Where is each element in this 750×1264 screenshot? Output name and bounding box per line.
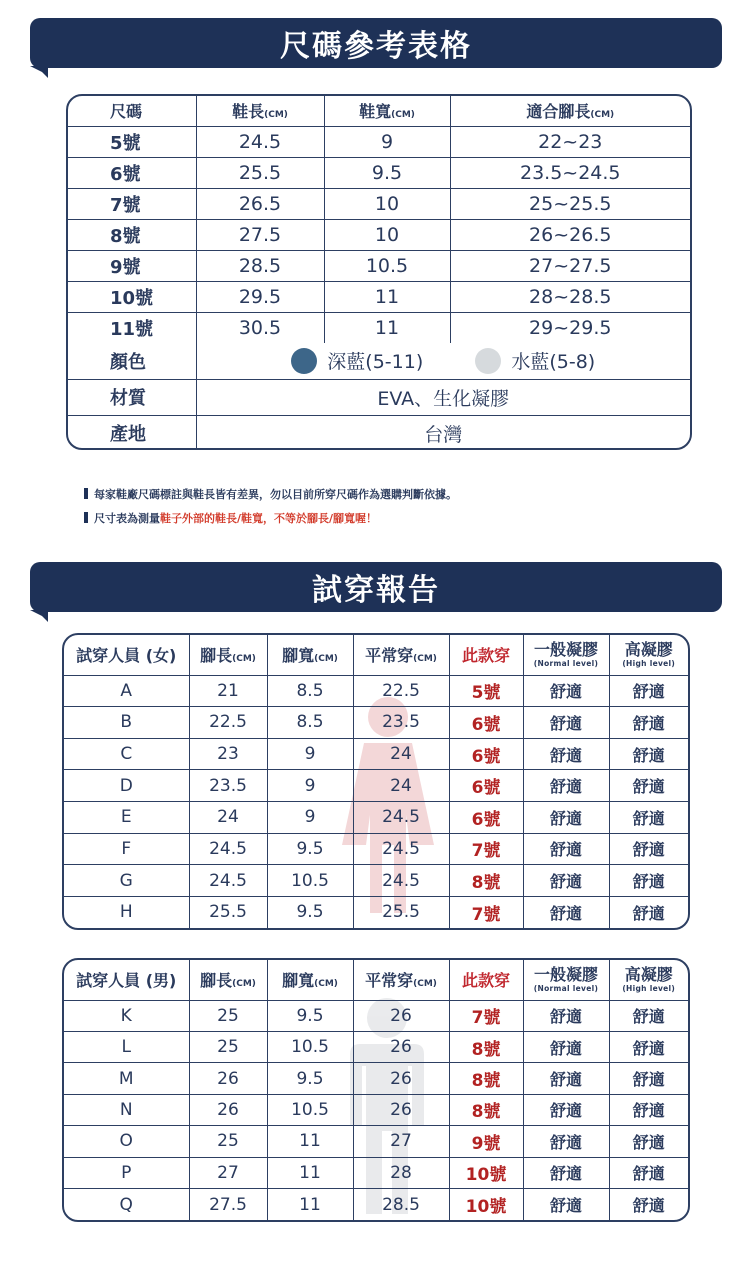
shoe-length-cell: 26.5 [196,188,324,219]
foot-length-cell: 25 [189,1000,267,1031]
high-gel-cell: 舒適 [609,1157,688,1188]
shoe-length-cell: 30.5 [196,312,324,343]
foot-width-cell: 11 [267,1189,353,1220]
material-row [68,379,690,415]
foot-width-cell: 9 [267,738,353,770]
note-line-1: 每家鞋廠尺碼標註與鞋長皆有差異，勿以目前所穿尺碼作為選購判斷依據。 [84,486,457,502]
tester-name: G [64,865,189,897]
this-model-size-cell: 5號 [449,675,523,707]
tester-name: M [64,1063,189,1094]
tester-row [64,738,688,770]
light-blue-swatch [475,348,501,374]
shoe-width-cell: 11 [324,312,450,343]
origin-value: 台灣 [196,415,690,450]
foot-length-cell: 24.5 [189,865,267,897]
normal-gel-cell: 舒適 [523,1157,609,1188]
tester-row [64,1063,688,1094]
foot-width-cell: 9.5 [267,1000,353,1031]
shoe-width-cell: 9.5 [324,157,450,188]
tester-row [64,1094,688,1125]
header-this-model: 此款穿 [449,635,523,675]
normal-gel-cell: 舒適 [523,1094,609,1125]
size-row [68,188,690,219]
tester-row [64,770,688,802]
foot-width-cell: 9.5 [267,833,353,865]
this-model-size-cell: 8號 [449,1063,523,1094]
color-row [68,343,690,379]
high-gel-cell: 舒適 [609,1094,688,1125]
header-foot-length: 腳長(CM) [189,960,267,1000]
usual-size-cell: 27 [353,1126,449,1157]
foot-length-cell: 27~27.5 [450,250,690,281]
foot-width-cell: 10.5 [267,865,353,897]
foot-length-cell: 23 [189,738,267,770]
high-gel-cell: 舒適 [609,738,688,770]
foot-width-cell: 11 [267,1157,353,1188]
foot-width-cell: 8.5 [267,675,353,707]
size-cell: 9號 [68,250,196,281]
foot-length-cell: 29~29.5 [450,312,690,343]
usual-size-cell: 26 [353,1031,449,1062]
normal-gel-cell: 舒適 [523,1063,609,1094]
tester-row [64,707,688,739]
tester-row [64,1031,688,1062]
normal-gel-cell: 舒適 [523,738,609,770]
high-gel-cell: 舒適 [609,1031,688,1062]
foot-length-cell: 25 [189,1126,267,1157]
normal-gel-cell: 舒適 [523,675,609,707]
foot-width-cell: 9 [267,770,353,802]
header-high-gel: 高凝膠 (High level) [609,635,688,675]
shoe-width-cell: 11 [324,281,450,312]
foot-length-cell: 26 [189,1094,267,1125]
tester-name: B [64,707,189,739]
foot-length-cell: 27 [189,1157,267,1188]
foot-length-cell: 22.5 [189,707,267,739]
foot-length-cell: 28~28.5 [450,281,690,312]
high-gel-cell: 舒適 [609,1000,688,1031]
usual-size-cell: 28.5 [353,1189,449,1220]
shoe-length-cell: 29.5 [196,281,324,312]
shoe-width-cell: 10 [324,219,450,250]
foot-length-cell: 26~26.5 [450,219,690,250]
this-model-size-cell: 6號 [449,707,523,739]
header-shoe-width: 鞋寬(CM) [324,96,450,126]
tester-row [64,865,688,897]
this-model-size-cell: 10號 [449,1157,523,1188]
tester-name: O [64,1126,189,1157]
header-foot-width: 腳寬(CM) [267,960,353,1000]
foot-width-cell: 10.5 [267,1031,353,1062]
normal-gel-cell: 舒適 [523,896,609,928]
note-bullet [84,488,88,499]
this-model-size-cell: 6號 [449,770,523,802]
usual-size-cell: 24 [353,770,449,802]
high-gel-cell: 舒適 [609,833,688,865]
foot-length-cell: 24.5 [189,833,267,865]
high-gel-cell: 舒適 [609,1189,688,1220]
this-model-size-cell: 8號 [449,865,523,897]
foot-width-cell: 11 [267,1126,353,1157]
tester-row [64,1157,688,1188]
size-row [68,312,690,343]
trial-section-title: 試穿報告 [312,573,440,608]
normal-gel-cell: 舒適 [523,1126,609,1157]
high-gel-cell: 舒適 [609,675,688,707]
foot-length-cell: 21 [189,675,267,707]
tester-row [64,802,688,834]
shoe-length-cell: 28.5 [196,250,324,281]
size-table-header [68,96,690,126]
size-table [66,94,692,450]
foot-width-cell: 9.5 [267,896,353,928]
this-model-size-cell: 6號 [449,802,523,834]
size-cell: 11號 [68,312,196,343]
origin-label: 產地 [68,415,196,450]
tester-name: A [64,675,189,707]
foot-length-cell: 25 [189,1031,267,1062]
header-usual-size: 平常穿(CM) [353,960,449,1000]
foot-length-cell: 26 [189,1063,267,1094]
size-cell: 10號 [68,281,196,312]
foot-length-cell: 24 [189,802,267,834]
size-cell: 8號 [68,219,196,250]
tester-row [64,1126,688,1157]
high-gel-cell: 舒適 [609,770,688,802]
high-gel-cell: 舒適 [609,1126,688,1157]
tester-name: D [64,770,189,802]
foot-length-cell: 23.5~24.5 [450,157,690,188]
trial-section-banner [30,562,722,612]
foot-length-cell: 23.5 [189,770,267,802]
normal-gel-cell: 舒適 [523,865,609,897]
normal-gel-cell: 舒適 [523,1000,609,1031]
male-table-header [64,960,688,1000]
shoe-length-cell: 25.5 [196,157,324,188]
normal-gel-cell: 舒適 [523,802,609,834]
shoe-width-cell: 10.5 [324,250,450,281]
usual-size-cell: 28 [353,1157,449,1188]
size-section-banner [30,18,722,68]
header-shoe-length: 鞋長(CM) [196,96,324,126]
tester-name: E [64,802,189,834]
tester-name: C [64,738,189,770]
tester-name: K [64,1000,189,1031]
this-model-size-cell: 7號 [449,833,523,865]
banner-tail [30,610,48,622]
this-model-size-cell: 8號 [449,1094,523,1125]
header-high-gel: 高凝膠 (High level) [609,960,688,1000]
usual-size-cell: 24.5 [353,865,449,897]
size-cell: 6號 [68,157,196,188]
dark-blue-swatch [291,348,317,374]
shoe-length-cell: 24.5 [196,126,324,157]
header-foot-length: 適合腳長(CM) [450,96,690,126]
foot-length-cell: 27.5 [189,1189,267,1220]
normal-gel-cell: 舒適 [523,707,609,739]
color-options [196,343,690,379]
header-foot-length: 腳長(CM) [189,635,267,675]
usual-size-cell: 26 [353,1094,449,1125]
note-line-2: 尺寸表為測量鞋子外部的鞋長/鞋寬，不等於腳長/腳寬喔！ [84,510,377,526]
tester-name: H [64,896,189,928]
high-gel-cell: 舒適 [609,1063,688,1094]
foot-width-cell: 8.5 [267,707,353,739]
this-model-size-cell: 6號 [449,738,523,770]
note-bullet [84,512,88,523]
tester-name: L [64,1031,189,1062]
header-normal-gel: 一般凝膠 (Normal level) [523,960,609,1000]
material-label: 材質 [68,379,196,415]
size-row [68,126,690,157]
normal-gel-cell: 舒適 [523,1189,609,1220]
foot-length-cell: 25.5 [189,896,267,928]
high-gel-cell: 舒適 [609,707,688,739]
size-row [68,281,690,312]
shoe-width-cell: 9 [324,126,450,157]
shoe-width-cell: 10 [324,188,450,219]
high-gel-cell: 舒適 [609,896,688,928]
tester-name: F [64,833,189,865]
size-row [68,157,690,188]
this-model-size-cell: 8號 [449,1031,523,1062]
header-normal-gel: 一般凝膠 (Normal level) [523,635,609,675]
this-model-size-cell: 9號 [449,1126,523,1157]
origin-row [68,415,690,450]
foot-length-cell: 25~25.5 [450,188,690,219]
usual-size-cell: 22.5 [353,675,449,707]
normal-gel-cell: 舒適 [523,1031,609,1062]
foot-width-cell: 10.5 [267,1094,353,1125]
size-row [68,250,690,281]
material-value: EVA、生化凝膠 [196,379,690,415]
tester-row [64,896,688,928]
header-foot-width: 腳寬(CM) [267,635,353,675]
female-trial-table [62,633,690,930]
usual-size-cell: 26 [353,1063,449,1094]
header-this-model: 此款穿 [449,960,523,1000]
size-row [68,219,690,250]
color-label: 顏色 [68,343,196,379]
shoe-length-cell: 27.5 [196,219,324,250]
tester-row [64,675,688,707]
size-cell: 5號 [68,126,196,157]
header-female-tester: 試穿人員 (女) [64,635,189,675]
size-section-title: 尺碼參考表格 [280,29,472,64]
usual-size-cell: 25.5 [353,896,449,928]
header-male-tester: 試穿人員 (男) [64,960,189,1000]
foot-width-cell: 9.5 [267,1063,353,1094]
normal-gel-cell: 舒適 [523,770,609,802]
normal-gel-cell: 舒適 [523,833,609,865]
high-gel-cell: 舒適 [609,865,688,897]
tester-name: N [64,1094,189,1125]
banner-tail [30,66,48,78]
female-table-header [64,635,688,675]
foot-length-cell: 22~23 [450,126,690,157]
tester-name: Q [64,1189,189,1220]
tester-row [64,1189,688,1220]
usual-size-cell: 24.5 [353,833,449,865]
tester-row [64,833,688,865]
high-gel-cell: 舒適 [609,802,688,834]
header-size: 尺碼 [68,96,196,126]
usual-size-cell: 24 [353,738,449,770]
tester-name: P [64,1157,189,1188]
header-usual-size: 平常穿(CM) [353,635,449,675]
size-cell: 7號 [68,188,196,219]
tester-row [64,1000,688,1031]
usual-size-cell: 24.5 [353,802,449,834]
usual-size-cell: 26 [353,1000,449,1031]
color-light-blue: 水藍(5-8) [511,351,596,374]
this-model-size-cell: 10號 [449,1189,523,1220]
usual-size-cell: 23.5 [353,707,449,739]
foot-width-cell: 9 [267,802,353,834]
color-dark-blue: 深藍(5-11) [327,351,424,374]
this-model-size-cell: 7號 [449,896,523,928]
male-trial-table [62,958,690,1222]
this-model-size-cell: 7號 [449,1000,523,1031]
